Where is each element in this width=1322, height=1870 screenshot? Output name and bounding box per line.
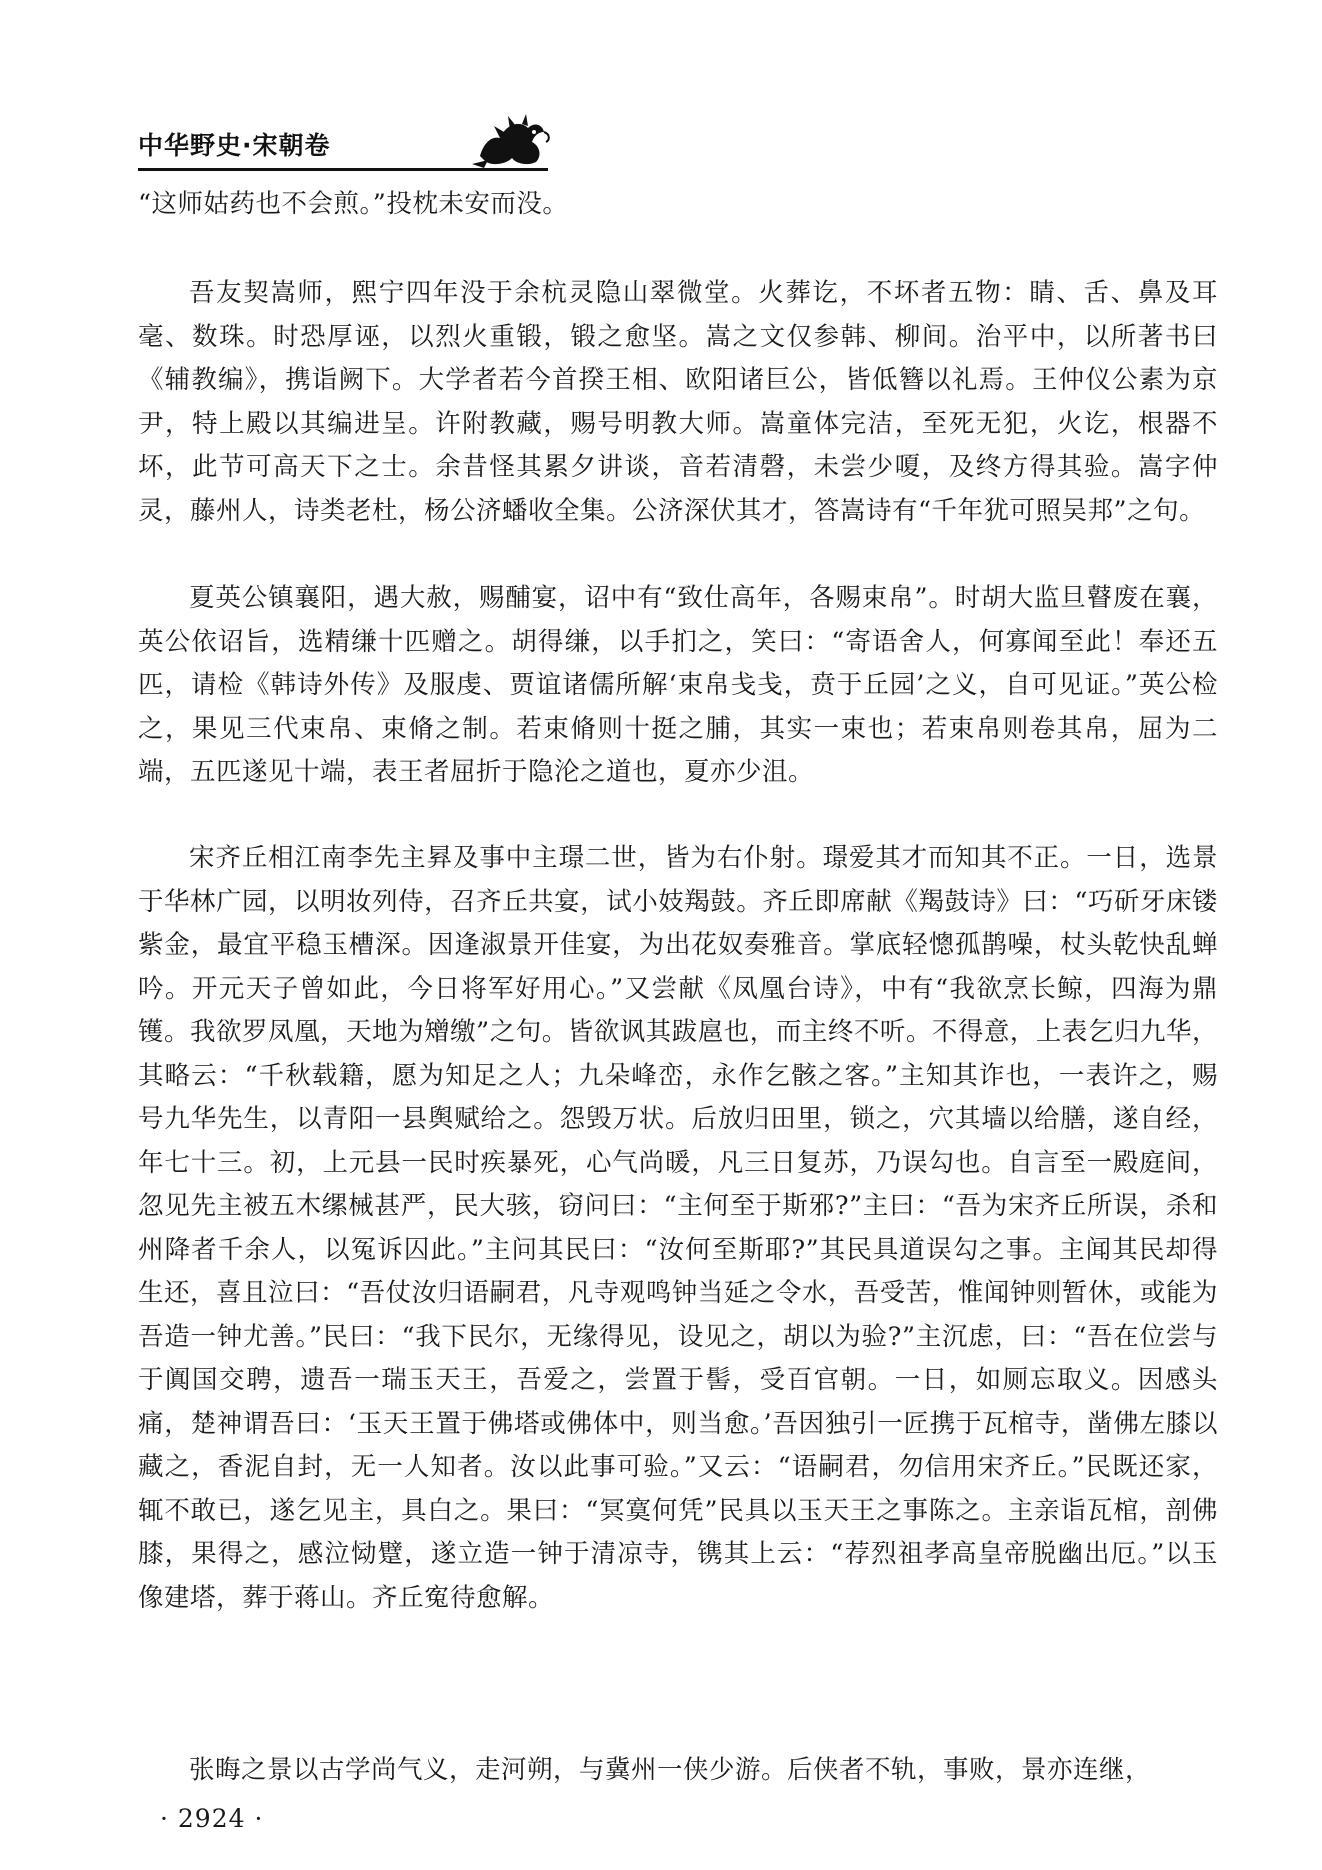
paragraph: 宋齐丘相江南李先主昪及事中主璟二世，皆为右仆射。璟爱其才而知其不正。一日，选景于华林广园，以明妆列侍，召齐丘共宴，试小妓羯鼓。齐丘即席献《羯鼓诗》曰：“巧斫牙床镂紫金，最宜平稳玉槽深。因逢淑景开佳宴，为出花奴奏雅音。掌底轻憁孤鹊噪，杖头乾快乱蝉吟。开元天子曾如此，今日将军好用心。”又尝献《凤凰台诗》，中有“我欲烹长鲸，四海为鼎镬。我欲罗凤凰，天地为矰缴”之句。皆欲讽其跋扈也，而主终不听。不得意，上表乞归九华，其略云：“千秋载籍，愿为知足之人；九朵峰峦，永作乞骸之客。”主知其诈也，一表许之，赐号九华先生，以青阳一县舆赋给之。怨毁万状。后放归田里，锁之，穴其墙以给膳，遂自经，年七十三。初，上元县一民时疾暴死，心气尚暖，凡三日复苏，乃误勾也。自言至一殿庭间，忽见先主被五木缧械甚严，民大骇，窃问曰：“主何至于斯邪?”主曰：“吾为宋齐丘所误，杀和州降者千余人，以冤诉囚此。”主问其民曰：“汝何至斯耶?”其民具道误勾之事。主闻其民却得生还，喜且泣曰：“吾仗汝归语嗣君，凡寺观鸣钟当延之令水，吾受苦，惟闻钟则暂休，或能为吾造一钟尤善。”民曰：“我下民尔，无缘得见，设见之，胡以为验?”主沉虑，曰：“吾在位尝与于阗国交聘，遗吾一瑞玉天王，吾爱之，尝置于髻，受百官朝。一日，如厕忘取义。因感头痛，楚神谓吾曰：‘玉天王置于佛塔或佛体中，则当愈。’吾因独引一匠携于瓦棺寺，凿佛左膝以藏之，香泥自封，无一人知者。汝以此事可验。”又云：“语嗣君，勿信用宋齐丘。”民既还家，辄不敢已，遂乞见主，具白之。果曰：“冥寞何凭”民具以玉天王之事陈之。主亲诣瓦棺，剖佛膝，果得之，感泣恸躄，遂立造一钟于清凉寺，镌其上云：“荐烈祖孝高皇帝脱幽出厄。”以玉像建塔，葬于蒋山。齐丘寃待愈解。: [138, 843, 1218, 1613]
text-block-2: [138, 272, 1218, 533]
page-number: · 2924 ·: [160, 1804, 264, 1833]
text-block-1: [138, 183, 1218, 227]
text-block-3: [138, 577, 1218, 795]
paragraph: 张晦之景以古学尚气义，走河朔，与冀州一侠少游。后侠者不轨，事败，景亦连继，: [189, 1755, 1152, 1785]
text-block-4: [138, 837, 1218, 1620]
paragraph: 夏英公镇襄阳，遇大赦，赐酺宴，诏中有“致仕高年，各赐束帛”。时胡大监旦瞽废在襄，英公依诏旨，选精缣十匹赠之。胡得缣，以手扪之，笑曰：“寄语舍人，何寡闻至此！奉还五匹，请检《韩诗外传》及服虔、贾谊诸儒所解‘束帛戋戋，贲于丘园’之义，自可见证。”英公检之，果见三代束帛、束脩之制。若束脩则十挺之脯，其实一束也；若束帛则卷其帛，屈为二端，五匹遂见十端，表王者屈折于隐沦之道也，夏亦少沮。: [138, 583, 1218, 787]
dragon-icon: [470, 112, 552, 170]
text-block-5: [138, 1749, 1218, 1793]
paragraph: 吾友契嵩师，熙宁四年没于余杭灵隐山翠微堂。火葬讫，不坏者五物：睛、舌、鼻及耳毫、数珠。时恐厚诬，以烈火重锻，锻之愈坚。嵩之文仅参韩、柳间。治平中，以所著书曰《辅教编》，携诣阙下。大学者若今首揆王相、欧阳诸巨公，皆低簪以礼焉。王仲仪公素为京尹，特上殿以其编进呈。许附教藏，赐号明教大师。嵩童体完洁，至死无犯，火讫，根器不坏，此节可高天下之士。余昔怪其累夕讲谈，音若清磬，未尝少嗄，及终方得其验。嵩字仲灵，藤州人，诗类老杜，杨公济蟠收全集。公济深伏其才，答嵩诗有“千年犹可照吴邦”之句。: [138, 278, 1218, 526]
book-title: 中华野史·宋朝卷: [138, 131, 331, 160]
paragraph: “这师姑药也不会煎。”投枕未安而没。: [138, 189, 569, 219]
